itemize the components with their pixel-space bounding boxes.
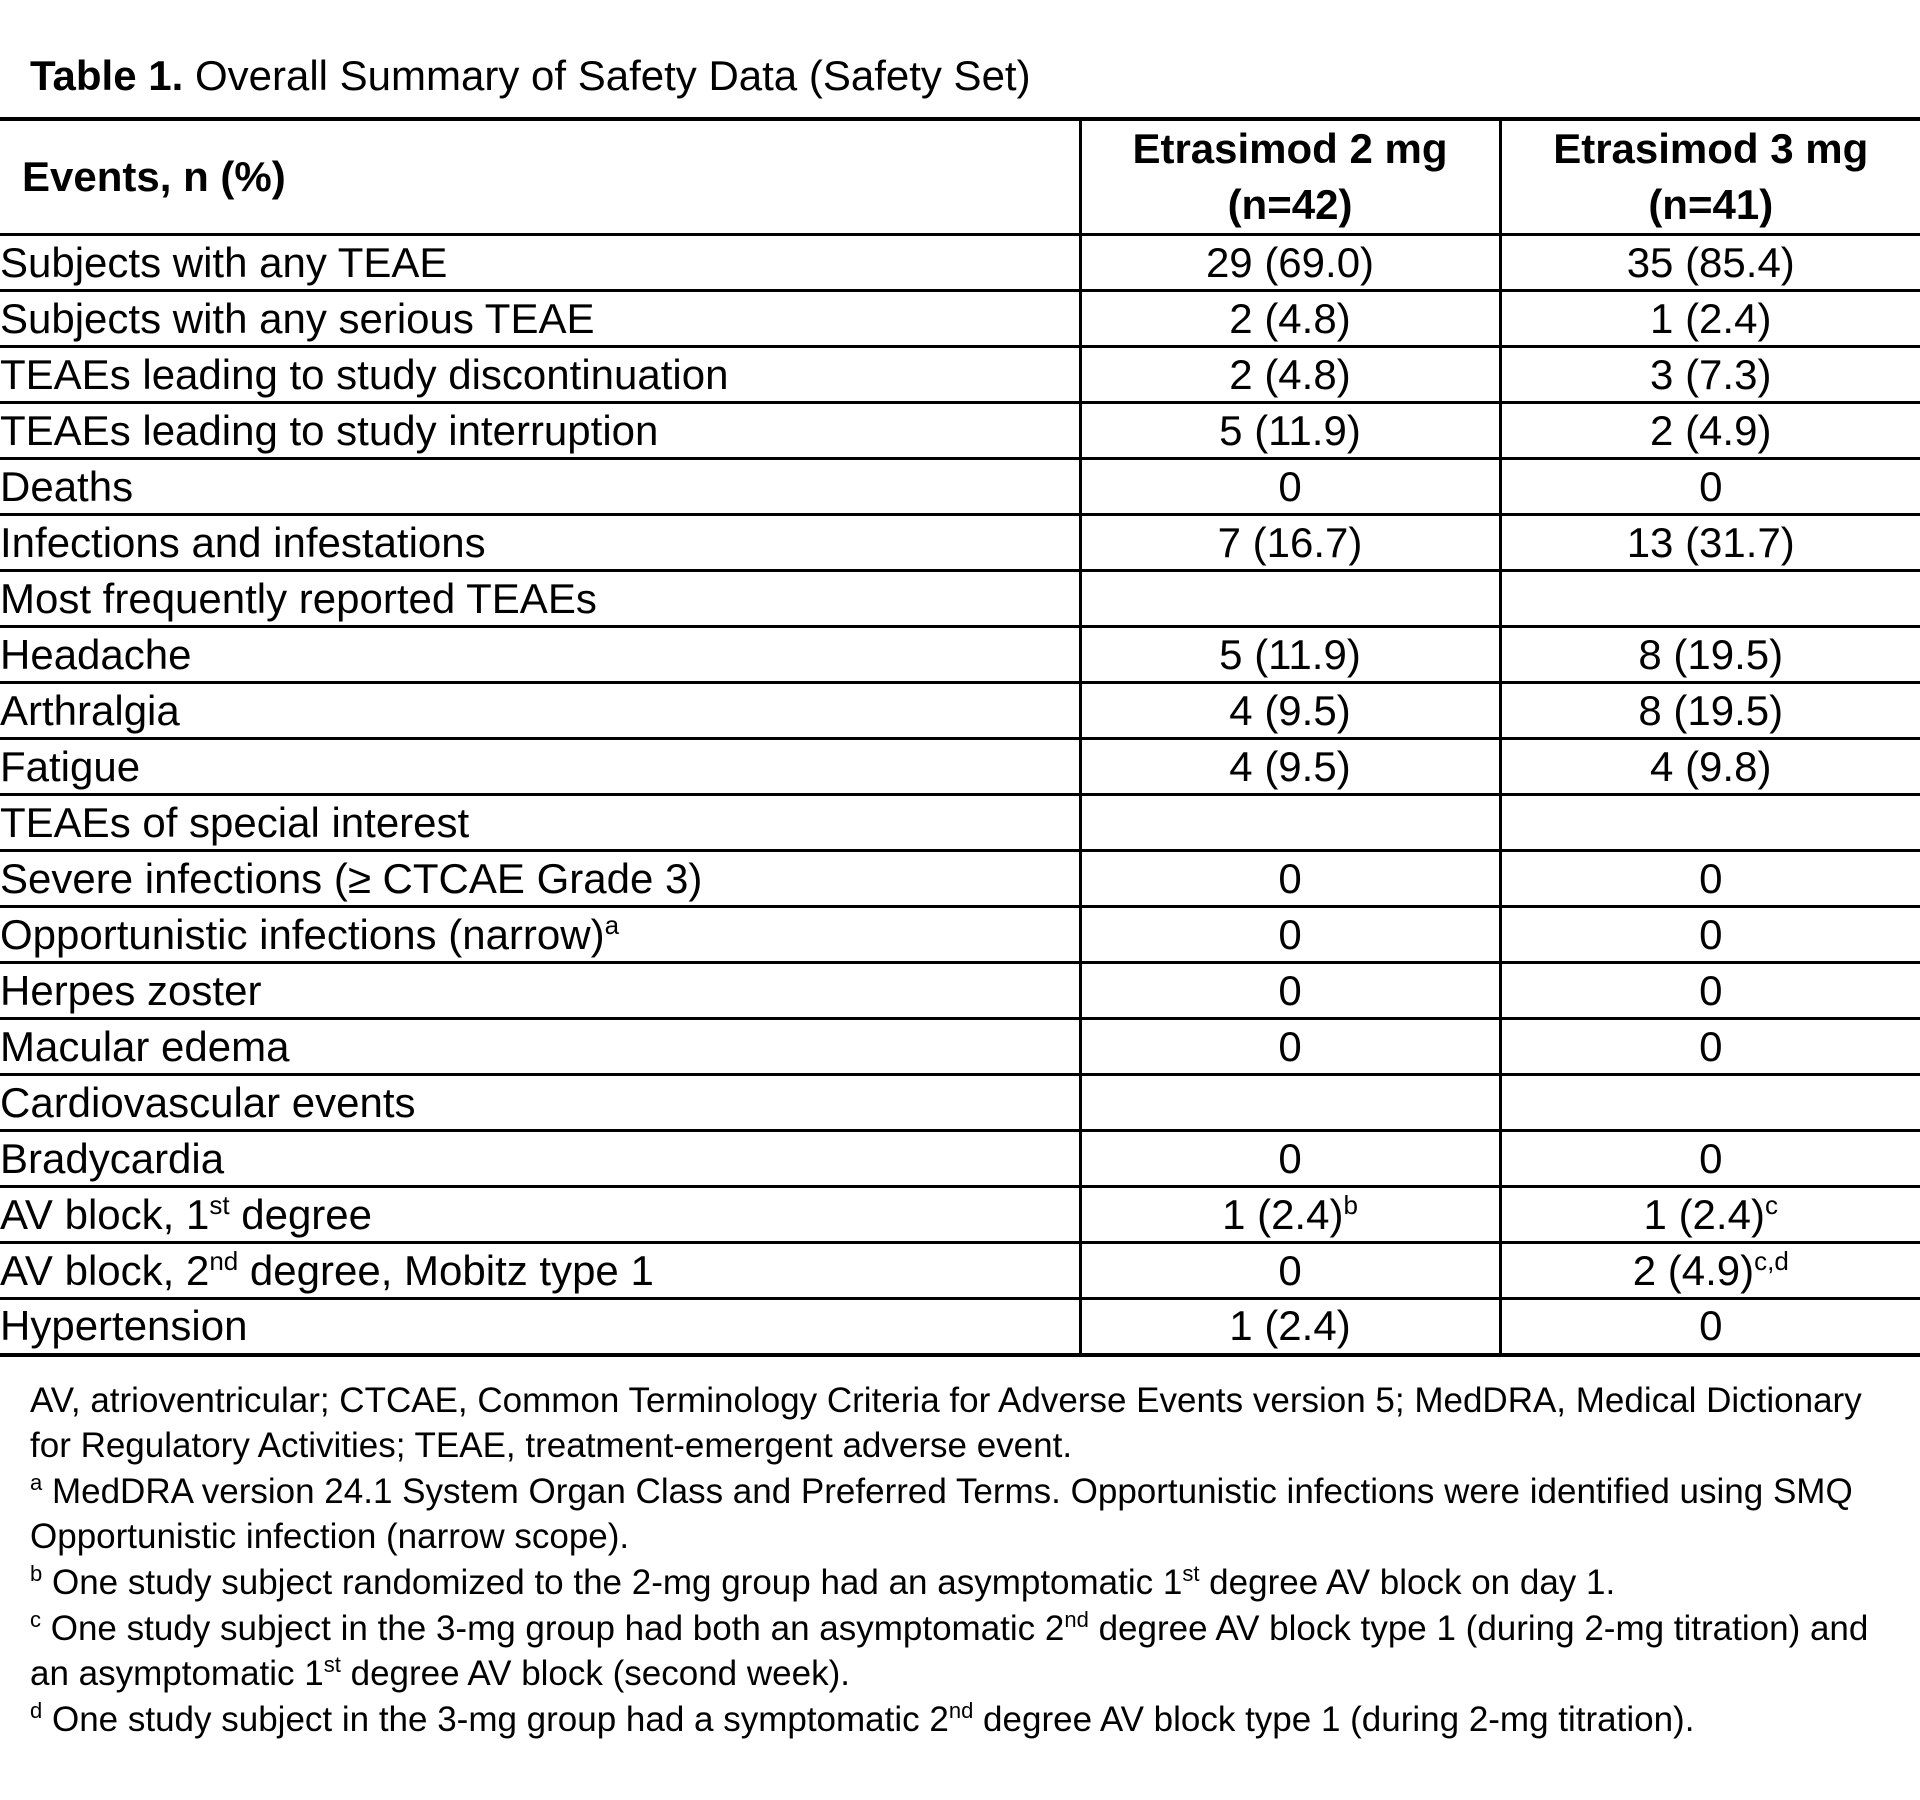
cell-2mg: 0: [1080, 1019, 1500, 1075]
cell-2mg: 0: [1080, 459, 1500, 515]
table-caption-label: Table 1.: [30, 52, 184, 99]
footnote-text: degree AV block type 1 (during 2-mg titration) and an asymptomatic 1: [30, 1609, 1869, 1693]
header-etrasimod-3mg-n: (n=41): [1648, 181, 1774, 228]
table-row: [0, 795, 1920, 851]
ordinal-suffix: st: [323, 1652, 341, 1677]
row-label: Subjects with any serious TEAE: [0, 291, 1080, 347]
cell-2mg: 4 (9.5): [1080, 683, 1500, 739]
table-row: [0, 1131, 1920, 1187]
cell-2mg: 2 (4.8): [1080, 347, 1500, 403]
cell-2mg: 0: [1080, 1131, 1500, 1187]
ordinal-suffix: st: [209, 1189, 230, 1220]
cell-2mg: 0: [1080, 851, 1500, 907]
row-label: TEAEs leading to study interruption: [0, 403, 1080, 459]
footnote-mark: a: [30, 1470, 43, 1495]
cell-3mg: 13 (31.7): [1500, 515, 1920, 571]
cell-2mg: 4 (9.5): [1080, 739, 1500, 795]
header-etrasimod-2mg: [1080, 119, 1500, 235]
table-row: [0, 403, 1920, 459]
row-label-text: Opportunistic infections (narrow): [0, 910, 605, 958]
footnote-mark: d: [30, 1698, 43, 1723]
header-etrasimod-3mg: [1500, 119, 1920, 235]
cell-3mg: 0: [1500, 963, 1920, 1019]
table-row: [0, 235, 1920, 291]
row-label: [0, 1243, 1080, 1299]
ordinal-suffix: nd: [1064, 1607, 1089, 1632]
footnote-d: [30, 1697, 1890, 1742]
table-row: [0, 515, 1920, 571]
footnote-marker: c,d: [1754, 1245, 1789, 1276]
cell-3mg: [1500, 1243, 1920, 1299]
header-etrasimod-2mg-n: (n=42): [1227, 181, 1353, 228]
table-row: [0, 907, 1920, 963]
table-row: [0, 1243, 1920, 1299]
table-caption: [30, 50, 1031, 102]
cell-value: 2 (4.9): [1632, 1246, 1755, 1294]
table-row: [0, 1075, 1920, 1131]
row-label-text: degree, Mobitz type 1: [238, 1246, 654, 1294]
cell-3mg: 1 (2.4): [1500, 291, 1920, 347]
row-label: Most frequently reported TEAEs: [0, 571, 1080, 627]
table-footnotes: [30, 1378, 1890, 1743]
cell-3mg: 0: [1500, 851, 1920, 907]
cell-2mg: 29 (69.0): [1080, 235, 1500, 291]
cell-2mg: 0: [1080, 963, 1500, 1019]
header-etrasimod-3mg-title: Etrasimod 3 mg: [1553, 125, 1869, 172]
table-row: [0, 1299, 1920, 1355]
cell-3mg: 35 (85.4): [1500, 235, 1920, 291]
safety-summary-table: [0, 117, 1920, 1357]
table-row: [0, 459, 1920, 515]
header-events: Events, n (%): [0, 119, 1080, 235]
table-row: [0, 851, 1920, 907]
cell-3mg: [1500, 571, 1920, 627]
row-label: [0, 907, 1080, 963]
ordinal-suffix: nd: [948, 1698, 974, 1723]
cell-2mg: 0: [1080, 907, 1500, 963]
row-label: Hypertension: [0, 1299, 1080, 1355]
cell-3mg: 8 (19.5): [1500, 683, 1920, 739]
cell-2mg: 2 (4.8): [1080, 291, 1500, 347]
row-label-text: degree: [229, 1190, 373, 1238]
footnote-c: [30, 1606, 1890, 1696]
cell-2mg: [1080, 571, 1500, 627]
footnote-a: [30, 1469, 1890, 1559]
footnote-text: One study subject in the 3-mg group had a symptomatic 2: [42, 1700, 949, 1739]
row-label: Macular edema: [0, 1019, 1080, 1075]
cell-3mg: 2 (4.9): [1500, 403, 1920, 459]
table-row: [0, 627, 1920, 683]
row-label: TEAEs leading to study discontinuation: [0, 347, 1080, 403]
table-row: [0, 1019, 1920, 1075]
footnote-abbreviations: AV, atrioventricular; CTCAE, Common Terminology Criteria for Adverse Events version 5; MedDRA, Medical Dictionary for Regulatory Activities; TEAE, treatment-emergent adverse event.: [30, 1381, 1862, 1465]
cell-value: 1 (2.4): [1643, 1190, 1765, 1238]
cell-2mg: 7 (16.7): [1080, 515, 1500, 571]
footnote-mark: b: [30, 1561, 43, 1586]
row-label: Herpes zoster: [0, 963, 1080, 1019]
footnote-text: degree AV block on day 1.: [1199, 1563, 1616, 1602]
row-label: Infections and infestations: [0, 515, 1080, 571]
cell-2mg: 5 (11.9): [1080, 627, 1500, 683]
footnote-text: degree AV block type 1 (during 2-mg titration).: [973, 1700, 1695, 1739]
footnote-mark: c: [30, 1607, 41, 1632]
row-label: Arthralgia: [0, 683, 1080, 739]
cell-3mg: 3 (7.3): [1500, 347, 1920, 403]
table-header-row: [0, 119, 1920, 235]
cell-3mg: 0: [1500, 1299, 1920, 1355]
cell-2mg: 5 (11.9): [1080, 403, 1500, 459]
table-caption-text: Overall Summary of Safety Data (Safety Set): [194, 52, 1031, 99]
footnote-marker: a: [604, 909, 620, 940]
cell-value: 1 (2.4): [1222, 1190, 1344, 1238]
row-label-text: AV block, 1: [0, 1190, 210, 1238]
ordinal-suffix: nd: [209, 1245, 239, 1276]
row-label: [0, 1187, 1080, 1243]
table-row: [0, 1187, 1920, 1243]
cell-3mg: 8 (19.5): [1500, 627, 1920, 683]
row-label: Cardiovascular events: [0, 1075, 1080, 1131]
cell-2mg: 0: [1080, 1243, 1500, 1299]
footnote-text: One study subject randomized to the 2-mg group had an asymptomatic 1: [42, 1563, 1183, 1602]
cell-2mg: [1080, 795, 1500, 851]
cell-3mg: 0: [1500, 907, 1920, 963]
row-label: Subjects with any TEAE: [0, 235, 1080, 291]
table-row: [0, 347, 1920, 403]
row-label: Deaths: [0, 459, 1080, 515]
cell-3mg: 4 (9.8): [1500, 739, 1920, 795]
footnote-text: MedDRA version 24.1 System Organ Class and Preferred Terms. Opportunistic infections were identified using SMQ Opportunistic infection (narrow scope).: [30, 1472, 1853, 1556]
table-row: [0, 571, 1920, 627]
footnote-text: degree AV block (second week).: [340, 1654, 850, 1693]
table-row: [0, 963, 1920, 1019]
table-row: [0, 683, 1920, 739]
ordinal-suffix: st: [1182, 1561, 1200, 1586]
footnote-marker: c: [1764, 1189, 1778, 1220]
cell-3mg: 0: [1500, 1019, 1920, 1075]
cell-3mg: 0: [1500, 1131, 1920, 1187]
row-label-text: AV block, 2: [0, 1246, 210, 1294]
footnote-b: [30, 1560, 1890, 1605]
row-label: Fatigue: [0, 739, 1080, 795]
row-label: Bradycardia: [0, 1131, 1080, 1187]
table-row: [0, 291, 1920, 347]
row-label: TEAEs of special interest: [0, 795, 1080, 851]
cell-2mg: [1080, 1187, 1500, 1243]
footnote-marker: b: [1343, 1189, 1358, 1220]
cell-3mg: 0: [1500, 459, 1920, 515]
cell-2mg: 1 (2.4): [1080, 1299, 1500, 1355]
row-label: Headache: [0, 627, 1080, 683]
cell-3mg: [1500, 1075, 1920, 1131]
footnote-text: One study subject in the 3-mg group had both an asymptomatic 2: [41, 1609, 1065, 1648]
row-label: Severe infections (≥ CTCAE Grade 3): [0, 851, 1080, 907]
header-etrasimod-2mg-title: Etrasimod 2 mg: [1132, 125, 1448, 172]
cell-3mg: [1500, 1187, 1920, 1243]
table-row: [0, 739, 1920, 795]
cell-3mg: [1500, 795, 1920, 851]
cell-2mg: [1080, 1075, 1500, 1131]
